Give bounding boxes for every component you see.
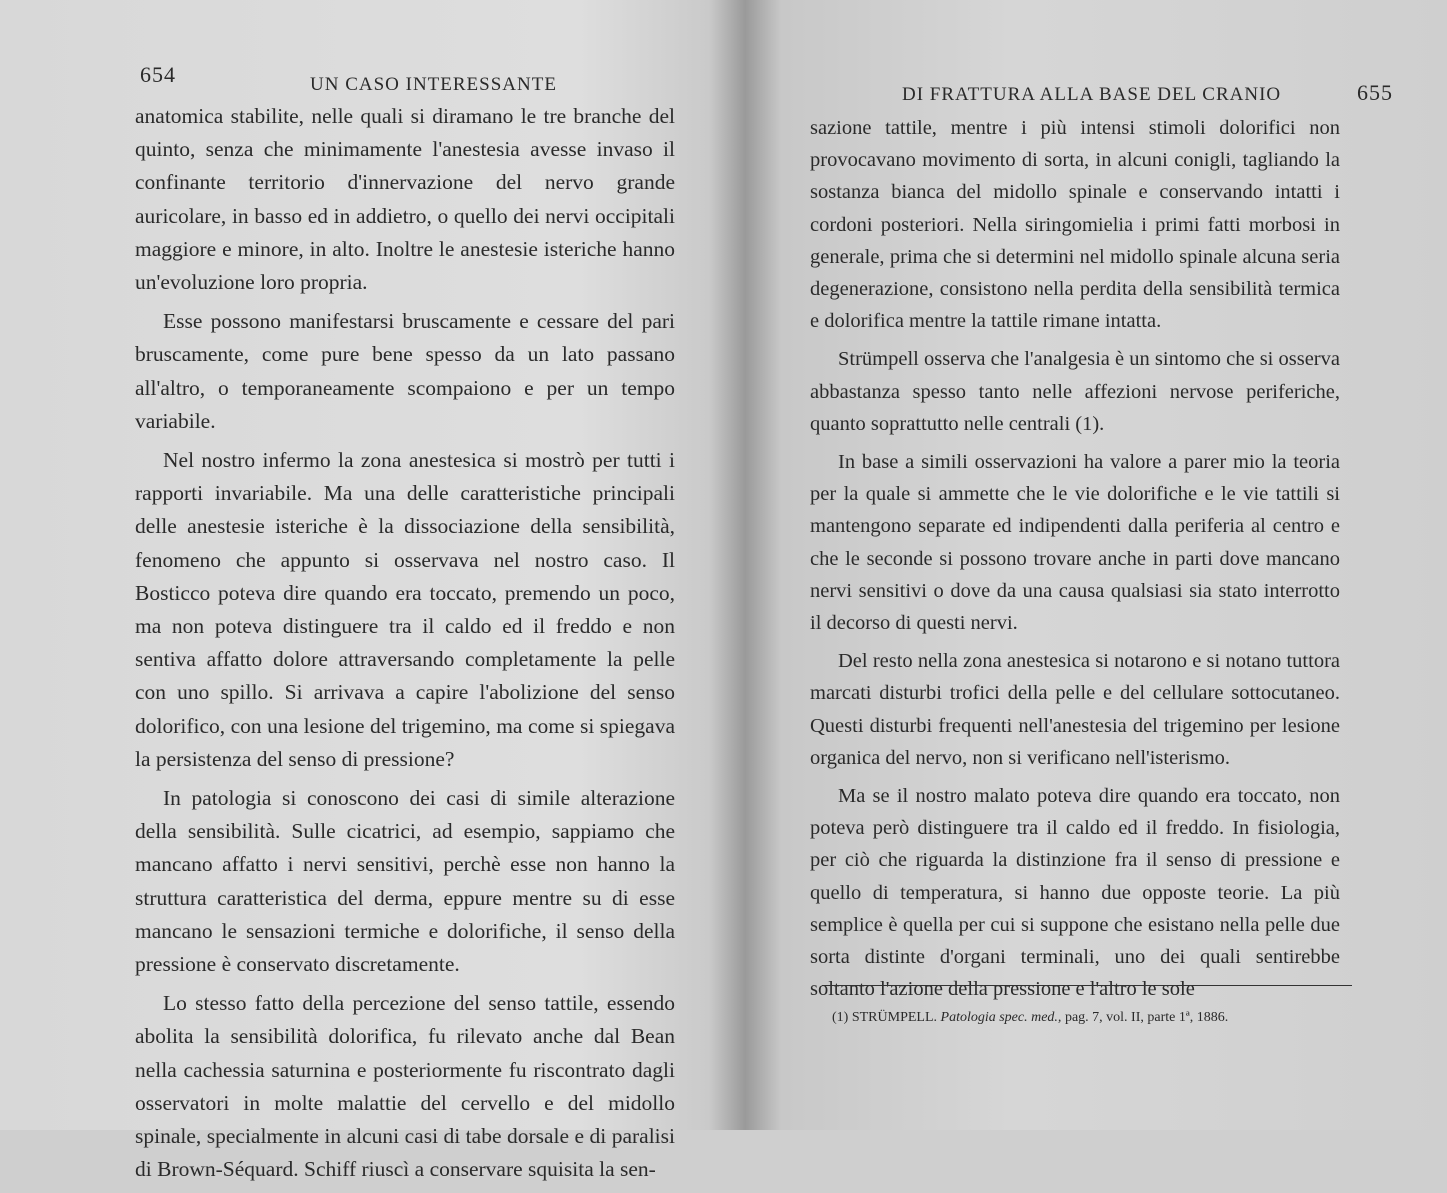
left-page (0, 0, 722, 1182)
right-page-header (902, 80, 1422, 116)
paragraph: In base a simili osservazioni ha valore a parer mio la teoria per la quale si ammette che le vie dolorifiche e le vie tattili si mantengono separate ed indipendenti dalla periferia al centro e che le seconde si possono trovare anche in parti dove mancano nervi sensitivi o dove da una causa qualsiasi sia stato interrotto il decorso di questi nervi. (810, 451, 1340, 635)
paragraph: Strümpell osserva che l'analgesia è un sintomo che si osserva abbastanza spesso tanto nelle affezioni nervose periferiche, quanto soprattutto nelle centrali (1). (810, 348, 1340, 435)
right-page-number: 655 (1357, 80, 1393, 105)
paragraph: Ma se il nostro malato poteva dire quando era toccato, non poteva però distinguere tra il caldo ed il freddo. In fisiologia, per ciò che riguarda la distinzione fra il senso di pressione e quello di temperatura, si hanno due opposte teorie. La più semplice è quella per cui si suppone che esistano nella pelle due sorta distinte d'organi terminali, uno dei quali sentirebbe soltanto l'azione della pressione e l'altro le sole (810, 785, 1340, 1001)
right-page (722, 0, 1447, 1130)
footnote-author: STRÜMPELL. (851, 1010, 938, 1025)
footnote-marker: (1) (832, 1010, 849, 1025)
footnote (832, 1010, 1362, 1026)
left-page-body (135, 100, 675, 1193)
footnote-title: Patologia spec. med., (940, 1010, 1062, 1025)
paragraph: Esse possono manifestarsi bruscamente e cessare del pari bruscamente, come pure bene spesso da un lato passano all'altro, o temporaneamente scompaiono e per un tempo variabile. (135, 309, 675, 433)
left-running-title: UN CASO INTERESSANTE (310, 74, 557, 95)
paragraph: In patologia si conoscono dei casi di simile alterazione della sensibilità. Sulle cicatrici, ad esempio, sappiamo che mancano affatto i nervi sensitivi, perchè esse non hanno la struttura caratteristica del derma, eppure mentre su di esse mancano le sensazioni termiche e dolorifiche, il senso della pressione è conservato discretamente. (135, 786, 675, 977)
paragraph: Del resto nella zona anestesica si notarono e si notano tuttora marcati disturbi trofici della pelle e del cellulare sottocutaneo. Questi disturbi frequenti nell'anestesia del trigemino per lesione organica del nervo, non si verificano nell'isterismo. (810, 650, 1340, 769)
paragraph: anatomica stabilite, nelle quali si diramano le tre branche del quinto, senza che minimamente l'anestesia avesse invaso il confinante territorio d'innervazione del nervo grande auricolare, in basso ed in addietro, o quello dei nervi occipitali maggiore e minore, in alto. Inoltre le anestesie isteriche hanno un'evoluzione loro propria. (135, 104, 675, 295)
right-page-body (810, 112, 1340, 1011)
right-running-title: DI FRATTURA ALLA BASE DEL CRANIO (902, 84, 1282, 105)
paragraph: Lo stesso fatto della percezione del senso tattile, essendo abolita la sensibilità dolorifica, fu rilevato anche dal Bean nella cachessia saturnina e posteriormente fu riscontrato dagli osservatori in molte malattie del cervello e del midollo spinale, specialmente in alcuni casi di tabe dorsale e di paralisi di Brown-Séquard. Schiff riuscì a conservare squisita la sen- (135, 991, 675, 1182)
left-page-number: 654 (140, 62, 176, 87)
paragraph: sazione tattile, mentre i più intensi stimoli dolorifici non provocavano movimento di sorta, in alcuni conigli, tagliando la sostanza bianca del midollo spinale e conservando intatti i cordoni posteriori. Nella siringomielia i primi fatti morbosi in generale, prima che si determini nel midollo spinale alcuna seria degenerazione, consistono nella perdita della sensibilità termica e dolorifica mentre la tattile rimane intatta. (810, 117, 1340, 333)
footnote-details: pag. 7, vol. II, parte 1ª, 1886. (1064, 1010, 1229, 1025)
footnote-divider (822, 985, 1352, 986)
left-page-header (140, 62, 690, 98)
paragraph: Nel nostro infermo la zona anestesica si mostrò per tutti i rapporti invariabile. Ma una delle caratteristiche principali delle anestesie isteriche è la dissociazione della sensibilità, fenomeno che appunto si osservava nel nostro caso. Il Bosticco poteva dire quando era toccato, premendo un poco, ma non poteva distinguere tra il caldo ed il freddo e non sentiva affatto dolore attraversando completamente la pelle con uno spillo. Si arrivava a capire l'abolizione del senso dolorifico, con una lesione del trigemino, ma come si spiegava la persistenza del senso di pressione? (135, 448, 675, 771)
